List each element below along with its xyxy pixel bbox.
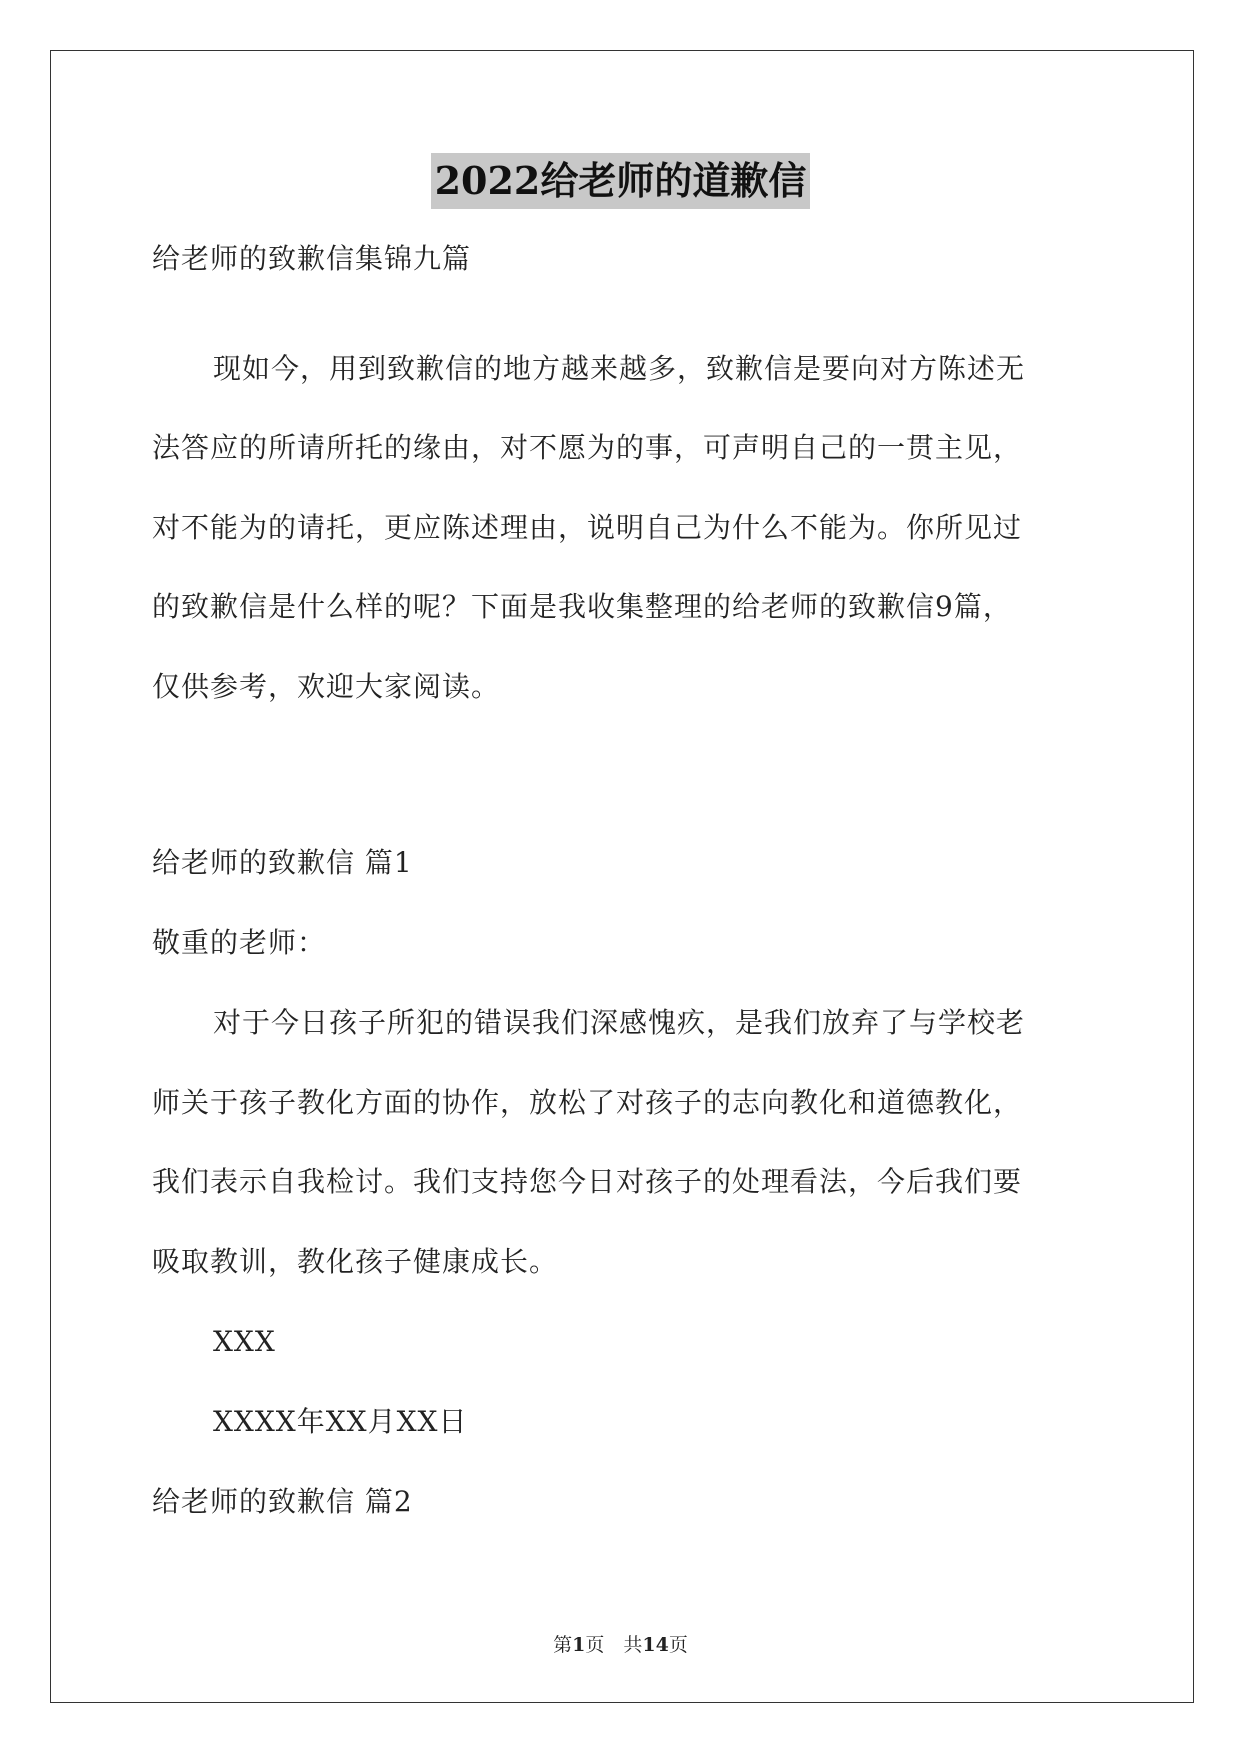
body-line-2: 师关于孩子教化方面的协作，放松了对孩子的志向教化和道德教化， [152, 1086, 1023, 1119]
body-line-1: 对于今日孩子所犯的错误我们深感愧疚，是我们放弃了与学校老 [213, 1006, 1026, 1039]
document-subtitle: 给老师的致歉信集锦九篇 [152, 242, 472, 275]
footer-page-suffix: 页 [668, 1634, 688, 1656]
section-2-heading: 给老师的致歉信 篇2 [152, 1485, 413, 1518]
intro-line-5: 仅供参考，欢迎大家阅读。 [152, 670, 501, 703]
document-title: 2022给老师的道歉信 [431, 153, 811, 209]
intro-line-2: 法答应的所请所托的缘由，对不愿为的事，可声明自己的一贯主见， [152, 431, 1023, 464]
salutation: 敬重的老师： [152, 926, 327, 959]
footer-page-prefix: 第 [553, 1634, 573, 1656]
footer-current-page: 1 [572, 1634, 586, 1656]
body-line-3: 我们表示自我检讨。我们支持您今日对孩子的处理看法，今后我们要 [152, 1165, 1023, 1198]
footer-total-pages: 14 [642, 1634, 669, 1656]
signature: XXX [213, 1325, 276, 1358]
intro-line-4: 的致歉信是什么样的呢？下面是我收集整理的给老师的致歉信9篇， [152, 590, 1012, 623]
body-line-4: 吸取教训，教化孩子健康成长。 [152, 1245, 559, 1278]
footer-page-mid: 页 共 [585, 1634, 643, 1656]
title-container [0, 153, 1241, 209]
section-1-heading: 给老师的致歉信 篇1 [152, 846, 413, 879]
page-footer [0, 1630, 1241, 1657]
intro-line-3: 对不能为的请托，更应陈述理由，说明自己为什么不能为。你所见过 [152, 511, 1023, 544]
intro-line-1: 现如今，用到致歉信的地方越来越多，致歉信是要向对方陈述无 [213, 352, 1026, 385]
letter-date: XXXX年XX月XX日 [213, 1405, 468, 1438]
